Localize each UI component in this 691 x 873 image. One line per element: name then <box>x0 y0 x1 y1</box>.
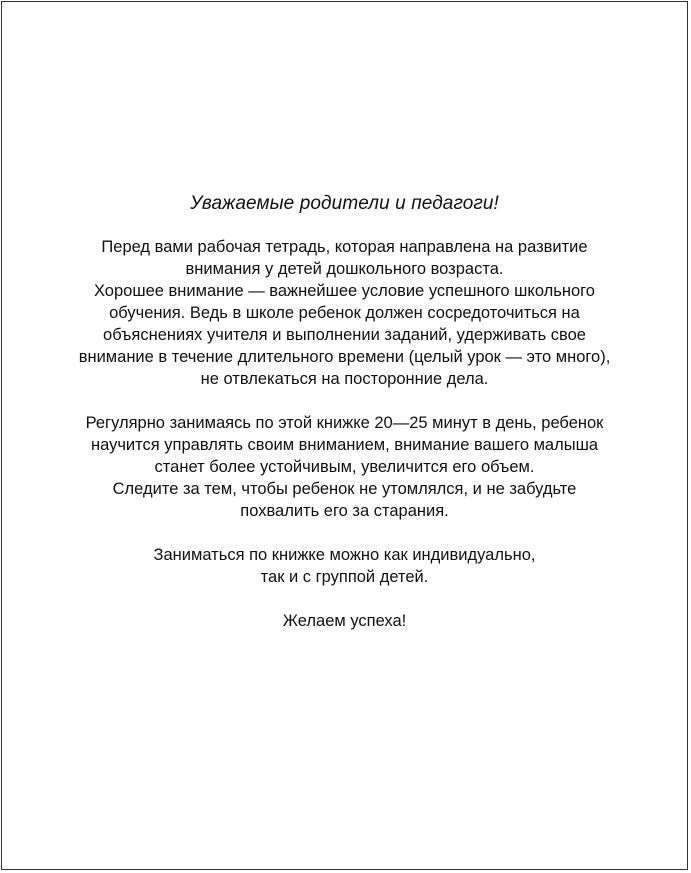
text-line: Регулярно занимаясь по этой книжке 20—25 минут в день, ребенок <box>85 414 604 432</box>
text-line: научится управлять своим вниманием, внимание вашего малыша <box>90 436 599 454</box>
document-page <box>1 1 688 870</box>
practice-paragraph <box>2 412 687 522</box>
page-content <box>2 192 687 632</box>
greeting-heading: Уважаемые родители и педагоги! <box>190 193 499 214</box>
text-line: так и с группой детей. <box>260 568 429 586</box>
intro-paragraph <box>2 236 687 390</box>
closing-wish: Желаем успеха! <box>282 612 407 630</box>
text-line: объяснениях учителя и выполнении заданий, удерживать свое <box>103 326 586 344</box>
text-line: не отвлекаться на посторонние дела. <box>200 370 489 388</box>
text-line: внимание в течение длительного времени (целый урок — это много), <box>78 348 611 366</box>
text-line: Перед вами рабочая тетрадь, которая направлена на развитие <box>101 238 588 256</box>
usage-paragraph <box>2 544 687 588</box>
text-line: Хорошее внимание — важнейшее условие успешного школьного <box>93 282 595 300</box>
text-line: внимания у детей дошкольного возраста. <box>185 260 504 278</box>
closing-paragraph <box>2 610 687 632</box>
text-line: Заниматься по книжке можно как индивидуально, <box>153 546 536 564</box>
text-line: Следите за тем, чтобы ребенок не утомлялся, и не забудьте <box>112 480 577 498</box>
text-line: похвалить его за старания. <box>240 502 449 520</box>
text-line: обучения. Ведь в школе ребенок должен сосредоточиться на <box>109 304 580 322</box>
text-line: станет более устойчивым, увеличится его объем. <box>154 458 535 476</box>
